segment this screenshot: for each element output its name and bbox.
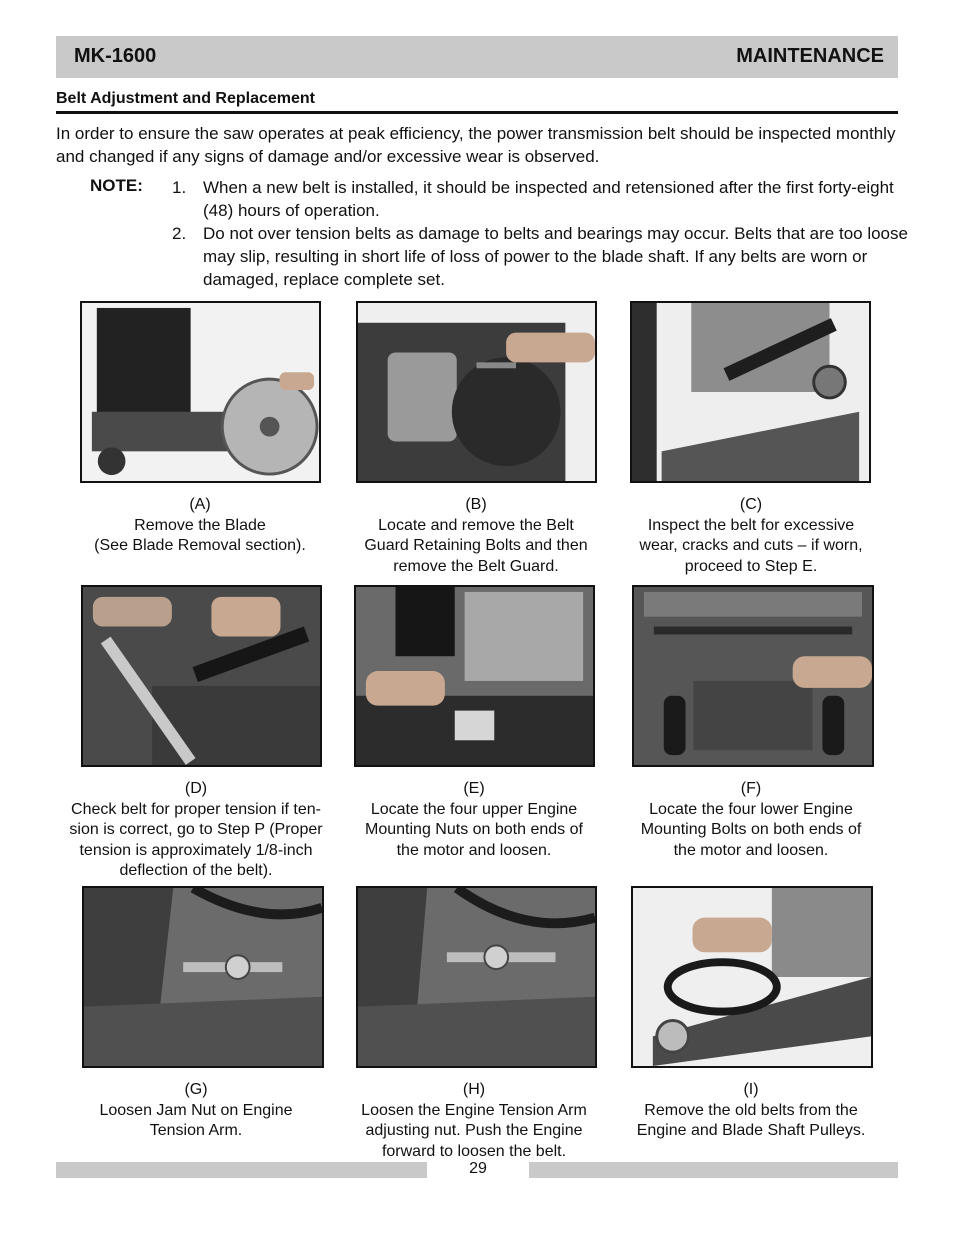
photo-step-e [354,585,595,767]
page-number: 29 [469,1160,487,1177]
step-text: Tension Arm. [149,1122,243,1140]
footer-bar-right [529,1162,898,1178]
step-text: the motor and loosen. [396,841,552,859]
note-label: NOTE: [90,176,143,195]
step-text: forward to loosen the belt. [381,1142,567,1160]
step-text: adjusting nut. Push the Engine [365,1122,583,1140]
section-title: Belt Adjustment and Replacement [56,90,316,107]
step-text: Engine and Blade Shaft Pulleys. [636,1122,866,1140]
section-heading: MAINTENANCE [736,45,884,67]
note-number: 1. [172,178,187,197]
note-number: 2. [172,224,187,243]
step-label: (H) [462,1081,486,1098]
caption-step-f [611,779,891,861]
step-text: Loosen the Engine Tension Arm [361,1101,587,1119]
photo-step-f [632,585,874,767]
step-text: proceed to Step E. [684,557,818,575]
step-label: (D) [184,780,208,797]
step-label: (C) [739,496,763,513]
photo-step-i [631,886,873,1068]
photo-step-d [81,585,322,767]
step-text: Remove the Blade [134,516,266,534]
page-header [56,36,898,78]
model-title: MK-1600 [74,45,157,67]
step-text: Locate the four lower Engine [649,800,853,818]
caption-step-g [56,1080,336,1142]
step-text: Locate and remove the Belt [378,516,574,534]
step-label: (F) [740,780,762,797]
step-text: Guard Retaining Bolts and then [364,537,588,555]
caption-step-b [336,495,616,577]
step-text: Check belt for proper tension if ten- [71,800,321,818]
step-text: tension is approximately 1/8-inch [79,841,313,859]
step-text: remove the Belt Guard. [393,557,559,575]
caption-step-h [334,1080,614,1162]
caption-step-i [611,1080,891,1142]
step-text: Loosen Jam Nut on Engine [99,1101,293,1119]
caption-step-a [60,495,340,557]
step-text: Mounting Bolts on both ends of [640,821,862,839]
step-text: the motor and loosen. [673,841,829,859]
step-text: (See Blade Removal section). [94,537,306,555]
step-text: sion is correct, go to Step P (Proper [69,821,323,839]
intro-paragraph: In order to ensure the saw operates at peak efficiency, the power transmission belt should be inspected monthly and changed if any signs of damage and/or excessive wear is observed. [56,124,896,166]
note-text: When a new belt is installed, it should be inspected and retensioned after the first forty-eight (48) hours of operation. [203,178,894,220]
section-divider [56,111,898,114]
step-text: deflection of the belt). [119,862,273,880]
step-label: (A) [189,496,211,513]
photo-step-c [630,301,871,483]
caption-step-e [334,779,614,861]
step-text: Remove the old belts from the [644,1101,858,1119]
step-text: Inspect the belt for excessive [647,516,855,534]
caption-step-c [610,495,892,577]
step-label: (I) [743,1081,759,1098]
photo-step-g [82,886,324,1068]
step-label: (G) [184,1081,208,1098]
photo-step-h [356,886,597,1068]
step-label: (E) [463,780,485,797]
caption-step-d [56,779,336,882]
photo-step-a [80,301,321,483]
step-text: wear, cracks and cuts – if worn, [639,537,863,555]
step-label: (B) [465,496,487,513]
photo-step-b [356,301,597,483]
note-text: Do not over tension belts as damage to belts and bearings may occur. Belts that are too loose may slip, resulting in short life of loss of power to the blade shaft. If any belts are worn or damaged, replace complete set. [203,224,908,289]
footer-bar-left [56,1162,427,1178]
step-text: Mounting Nuts on both ends of [365,821,583,839]
step-text: Locate the four upper Engine [370,800,578,818]
